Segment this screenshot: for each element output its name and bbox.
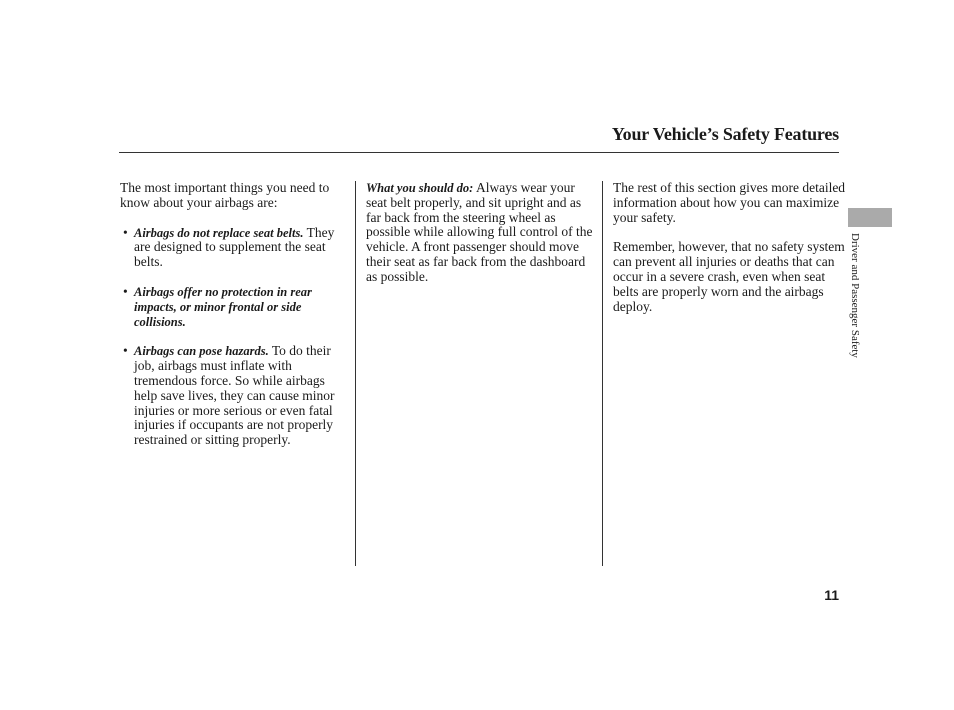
bullet-text: They are designed to supplement the seat belts. [134,224,335,270]
bullet-icon: • [123,343,128,359]
section-label: Driver and Passenger Safety [849,233,861,358]
header-divider [119,152,839,153]
column-divider [355,181,356,566]
airbag-facts-list [120,226,348,448]
bullet-heading: Airbags can pose hazards. [134,344,269,359]
what-to-do-paragraph [366,181,596,285]
column-3 [613,181,849,329]
paragraph-lead: What you should do: [366,181,474,195]
column-1 [120,181,348,463]
section-tab [848,208,892,227]
bullet-heading: Airbags offer no protection in rear impacts, or minor frontal or side collisions. [134,284,312,329]
page-number: 11 [824,587,839,603]
page-title: Your Vehicle’s Safety Features [611,124,839,144]
paragraph-text: Always wear your seat belt properly, and sit upright and as far back from the steering wheel as possible while allowing full control of the vehicle. A front passenger should move their seat as far back from the dashboard as possible. [366,180,593,284]
list-item [120,285,348,329]
column-2 [366,181,596,300]
list-item [120,344,348,448]
bullet-text: To do their job, airbags must inflate with tremendous force. So while airbags help save lives, they can cause minor injuries or more serious or even fatal injuries if occupants are not properly restrained or sitting properly. [134,343,335,448]
section-overview-paragraph: The rest of this section gives more detailed information about how you can maximize your safety. [613,180,846,225]
list-item [120,226,348,270]
column-divider [602,181,603,566]
bullet-icon: • [123,224,128,240]
bullet-heading: Airbags do not replace seat belts. [134,225,304,240]
bullet-icon: • [123,283,128,299]
intro-paragraph: The most important things you need to know about your airbags are: [120,180,330,210]
safety-disclaimer-paragraph: Remember, however, that no safety system can prevent all injuries or deaths that can occur in a severe crash, even when seat belts are properly worn and the airbags deploy. [613,239,845,314]
